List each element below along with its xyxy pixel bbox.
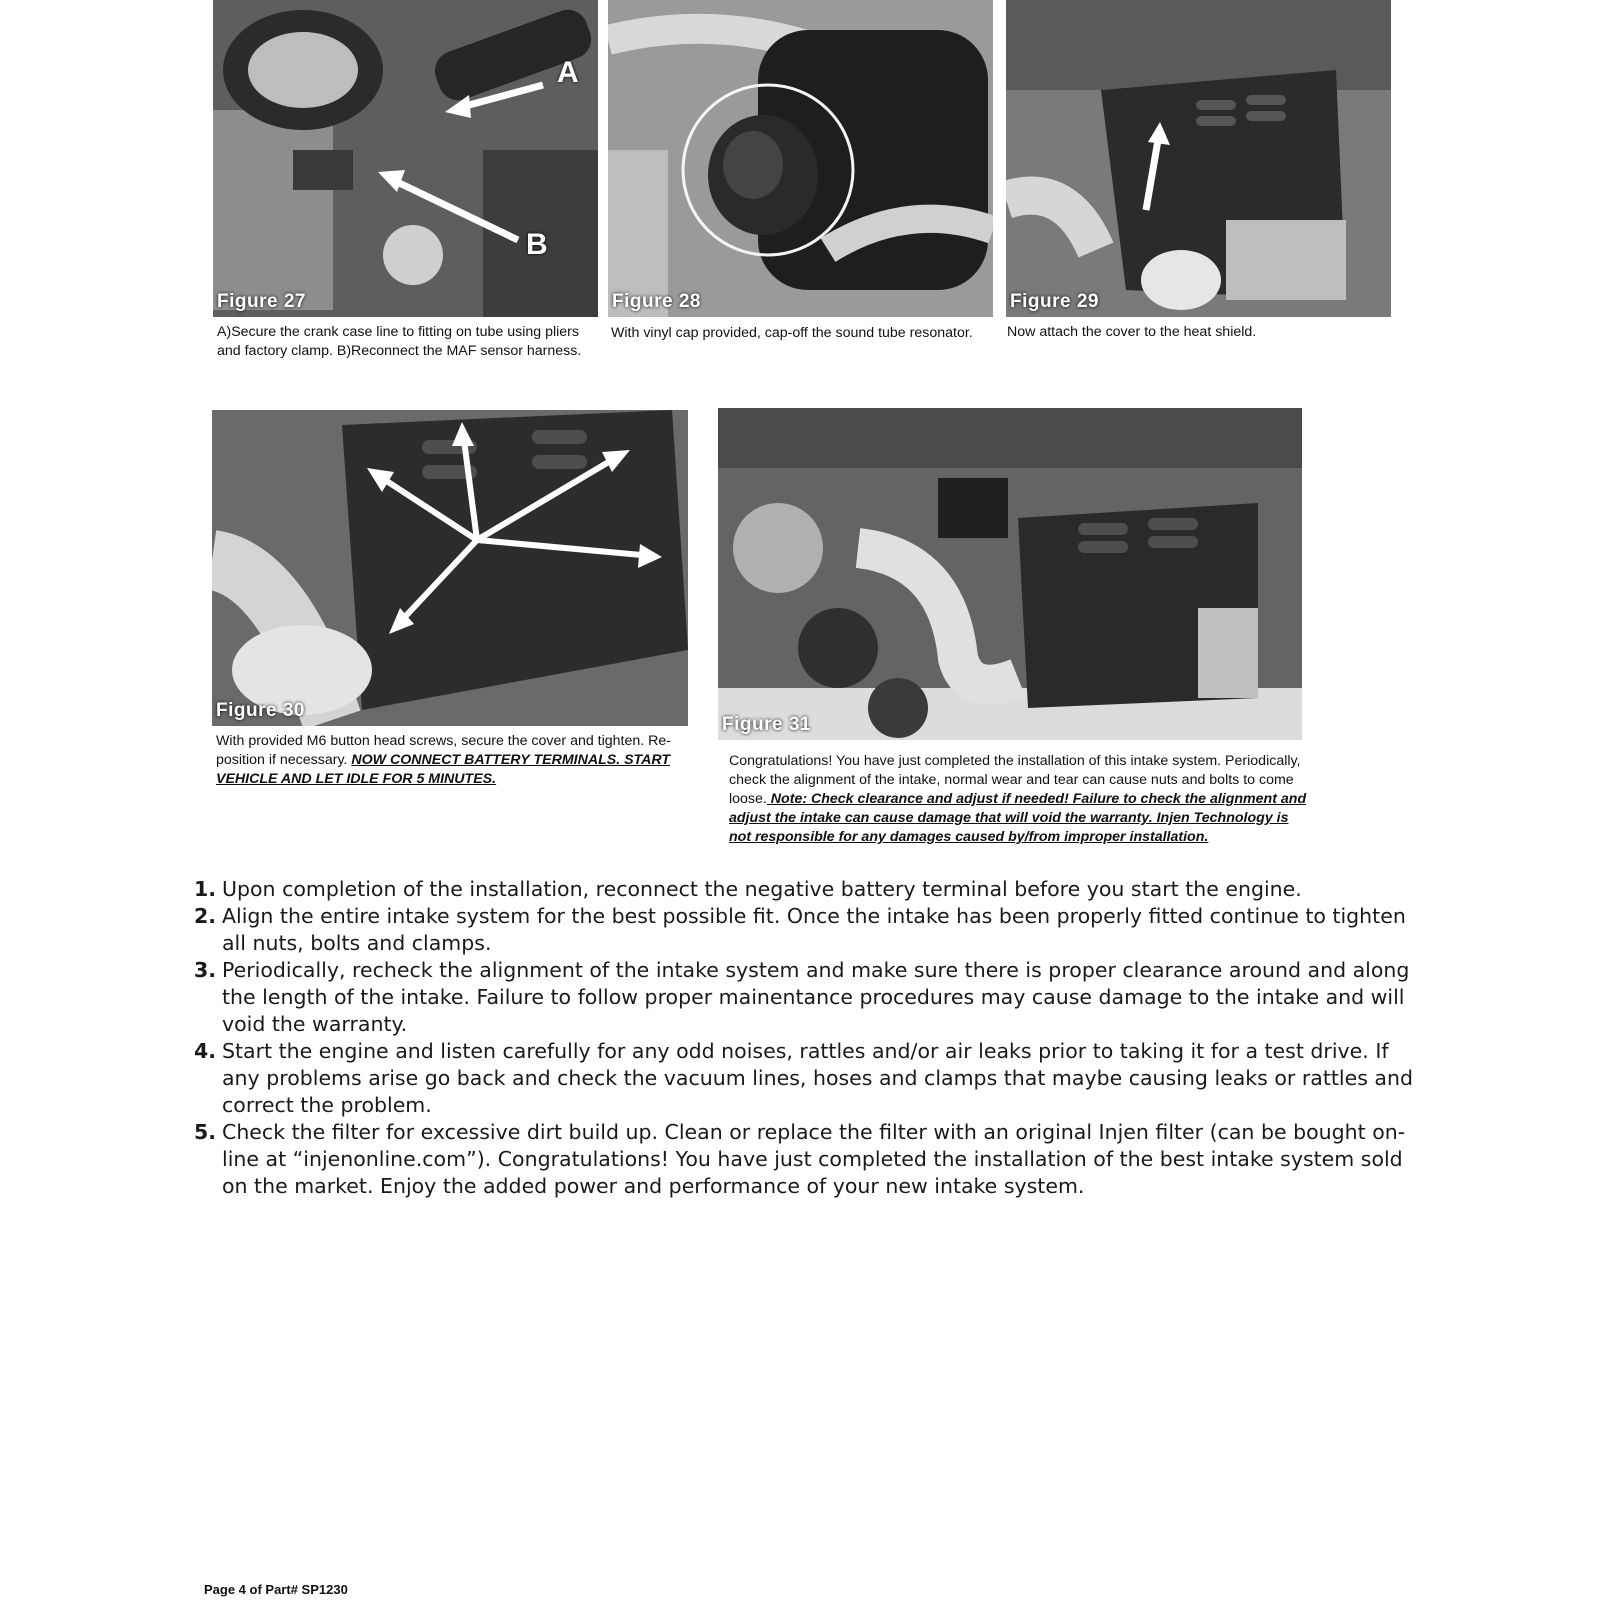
step-number: 3. [194,958,217,982]
step-text: Check the filter for excessive dirt build up. Clean or replace the filter with an original Injen filter (can be bought on-line at “injenonline.com”). Congratulations! You have just completed the installation of the best intake system sold on the market. Enjoy the added power and performance of your new intake system. [222,1120,1406,1198]
figure-30-caption-emphasis: NOW CONNECT BATTERY TERMINALS. START VEHICLE AND LET IDLE FOR 5 MINUTES. [216,752,671,787]
step-item [194,876,1424,903]
figure-31-label: Figure 31 [722,714,811,735]
step-number: 5. [194,1120,217,1144]
step-item [194,903,1424,957]
figure-30-label: Figure 30 [216,700,305,721]
figure-30-caption-text: With provided M6 button head screws, secure the cover and tighten. Re-position if necessary. [216,733,672,768]
figure-29-photo [1006,0,1391,317]
callout-b: B [526,228,548,261]
figure-30-caption [216,732,686,789]
figure-27-caption: A)Secure the crank case line to fitting on tube using pliers and factory clamp. B)Reconnect the MAF sensor harness. [217,324,582,359]
step-text: Upon completion of the installation, reconnect the negative battery terminal before you start the engine. [222,877,1302,901]
figure-31-caption-emphasis: Note: Check clearance and adjust if needed! Failure to check the alignment and adjust the intake can cause damage that will void the warranty. Injen Technology is not responsible for any damages caused by/from improper installation. [729,791,1307,845]
figure-31-photo [718,408,1302,740]
figure-31-caption [729,752,1309,847]
figure-28-label: Figure 28 [612,291,701,312]
step-number: 1. [194,877,217,901]
step-text: Start the engine and listen carefully for any odd noises, rattles and/or air leaks prior to taking it for a test drive. If any problems arise go back and check the vacuum lines, hoses and clamps that maybe causing leaks or rattles and correct the problem. [222,1039,1414,1117]
callout-a: A [557,56,579,89]
figure-29-caption: Now attach the cover to the heat shield. [1007,324,1257,340]
step-text: Align the entire intake system for the best possible fit. Once the intake has been properly fitted continue to tighten all nuts, bolts and clamps. [222,904,1406,955]
step-number: 2. [194,904,217,928]
step-number: 4. [194,1039,217,1063]
figure-30-photo [212,410,688,726]
figure-31-caption-text: Congratulations! You have just completed the installation of this intake system. Periodically, check the alignment of the intake, normal wear and tear can cause nuts and bolts to come loose. [729,753,1301,807]
figure-28-caption: With vinyl cap provided, cap-off the sound tube resonator. [611,325,973,341]
step-text: Periodically, recheck the alignment of the intake system and make sure there is proper clearance around and along the length of the intake. Failure to follow proper mainentance procedures may cause damage to the intake and will void the warranty. [222,958,1410,1036]
figure-28-photo [608,0,993,317]
page-footer: Page 4 of Part# SP1230 [204,1582,348,1597]
step-item [194,957,1424,1038]
figure-27-photo [213,0,598,317]
figure-29-label: Figure 29 [1010,291,1099,312]
figure-27-label: Figure 27 [217,291,306,312]
step-item [194,1038,1424,1119]
step-item [194,1119,1424,1200]
final-steps-list [194,876,1424,1200]
